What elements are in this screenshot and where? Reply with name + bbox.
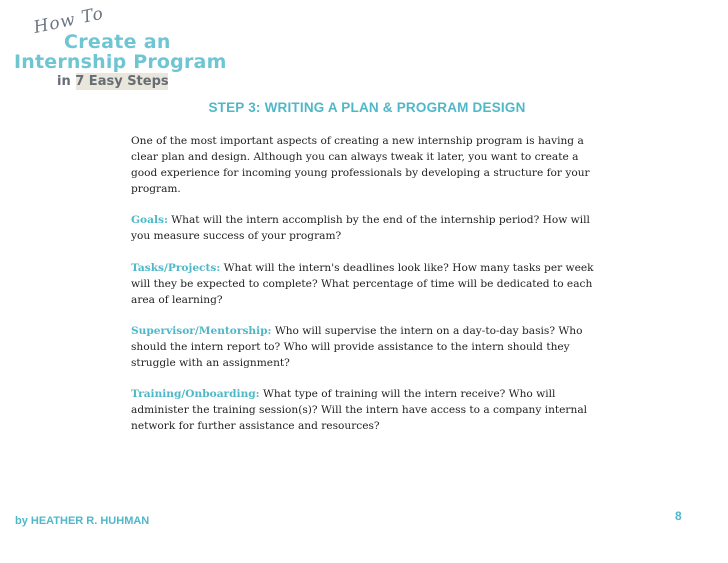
- training-label: Training/Onboarding:: [131, 388, 260, 401]
- supervisor-text: Who will supervise the intern on a day-to-day basis? Who should the intern report to? Who will provide assistance to the intern should they struggle with an assignment?: [131, 324, 583, 370]
- training-text: What type of training will the intern receive? Who will administer the training session(s)? Will the intern have access to a company internal network for further assistance and resources?: [131, 388, 588, 433]
- document-body: [131, 133, 601, 449]
- logo-line-3: in 7 Easy Steps: [57, 74, 169, 89]
- logo-line-2: Internship Program: [14, 51, 227, 73]
- training-paragraph: [131, 386, 601, 434]
- page-number: 8: [675, 509, 682, 523]
- supervisor-label: Supervisor/Mentorship:: [131, 324, 272, 337]
- goals-text: What will the intern accomplish by the end of the internship period? How will you measure success of your program?: [131, 214, 590, 243]
- tasks-label: Tasks/Projects:: [131, 261, 221, 274]
- tasks-text: What will the intern's deadlines look like? How many tasks per week will they be expected to complete? What percentage of time will be dedicated to each area of learning?: [131, 261, 594, 306]
- logo: [14, 3, 227, 89]
- supervisor-paragraph: [131, 323, 601, 371]
- tasks-paragraph: [131, 260, 601, 308]
- logo-how-to: How To: [31, 3, 106, 38]
- page-title: STEP 3: WRITING A PLAN & PROGRAM DESIGN: [208, 100, 526, 115]
- goals-paragraph: [131, 212, 601, 244]
- footer-author: by HEATHER R. HUHMAN: [15, 515, 150, 527]
- goals-label: Goals:: [131, 214, 168, 227]
- logo-line-1: Create an: [64, 31, 171, 53]
- intro-paragraph: One of the most important aspects of creating a new internship program is having a clear plan and design. Although you can always tweak it later, you want to create a good experience for incoming young professionals by developing a structure for your program.: [131, 135, 590, 196]
